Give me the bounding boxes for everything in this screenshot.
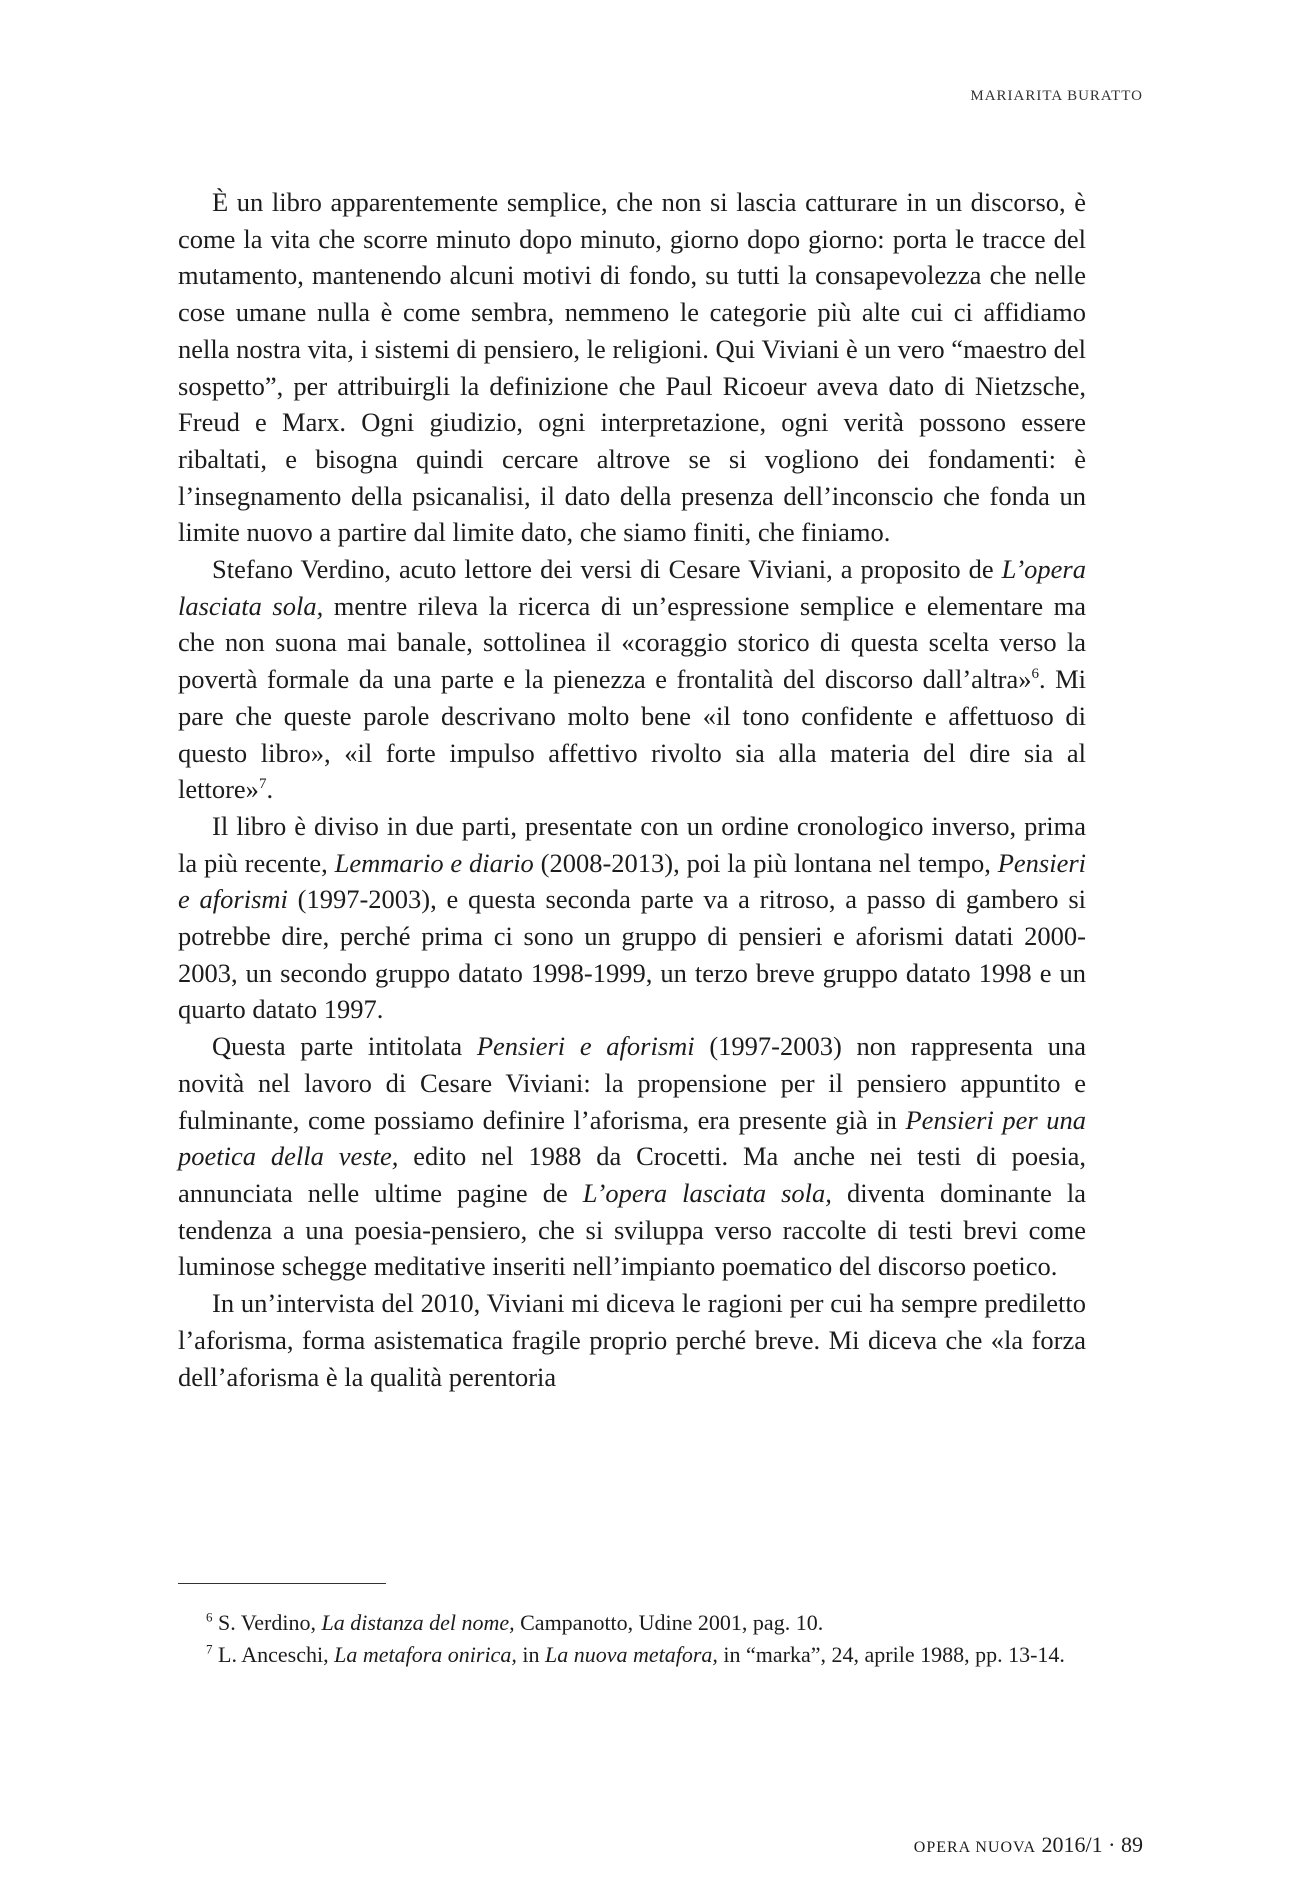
text-run: Stefano Verdino, acuto lettore dei versi di Cesare Viviani, a proposito de — [212, 554, 1002, 585]
text-run: (1997-2003), e questa seconda parte va a ritroso, a passo di gambero si potrebbe dire, perché prima ci sono un gruppo di pensieri e aforismi datati 2000-2003, un secondo gruppo datato 1998-1999, un terzo breve gruppo datato 1998 e un quarto datato 1997. — [178, 884, 1086, 1025]
text-run: S. Verdino, — [218, 1610, 322, 1635]
book-title: La nuova metafora, — [544, 1642, 718, 1667]
paragraph-2 — [178, 551, 1086, 808]
paragraph-5-text: In un’intervista del 2010, Viviani mi diceva le ragioni per cui ha sempre prediletto l’aforisma, forma asistematica fragile proprio perché breve. Mi diceva che «la forza dell’aforisma è la qualità perentoria — [178, 1288, 1086, 1392]
text-run: . Mi pare che queste parole descrivano molto bene «il tono confidente e affettuoso di questo libro», «il forte impulso affettivo rivolto sia alla materia del dire sia al lettore» — [178, 664, 1086, 805]
page-footer — [914, 1832, 1143, 1858]
text-run: Campanotto, Udine 2001, pag. 10. — [514, 1610, 824, 1635]
body-text — [178, 184, 1086, 1395]
footnote-ref-7: 7 — [258, 776, 267, 793]
footnote-6 — [178, 1608, 1086, 1638]
text-run: (2008-2013), poi la più lontana nel tempo, — [533, 847, 998, 878]
page-number: 89 — [1121, 1832, 1143, 1857]
text-run: . — [266, 774, 274, 805]
text-run: L. Anceschi, — [218, 1642, 335, 1667]
book-title: L’opera lasciata sola, — [178, 554, 1086, 621]
book-title: L’opera lasciata sola, — [582, 1177, 832, 1208]
footnote-divider — [178, 1583, 386, 1584]
text-run: in — [516, 1642, 545, 1667]
paragraph-4 — [178, 1028, 1086, 1285]
book-title: Pensieri per una poetica della veste, — [178, 1104, 1087, 1172]
paragraph-1 — [178, 184, 1086, 551]
footnote-number: 6 — [206, 1609, 213, 1625]
text-run: Il libro è diviso in due parti, presentate con un ordine cronologico inverso, prima la più recente, — [178, 810, 1086, 878]
footnote-number: 7 — [206, 1641, 213, 1657]
text-run: Questa parte intitolata — [212, 1031, 477, 1062]
book-title: La distanza del nome, — [321, 1610, 515, 1635]
book-title: Lemmario e diario — [334, 847, 534, 878]
text-run: diventa dominante la tendenza a una poesia-pensiero, che si sviluppa verso raccolte di testi brevi come luminose schegge meditative inseriti nell’impianto poematico del discorso poetico. — [178, 1177, 1086, 1282]
paragraph-5 — [178, 1285, 1086, 1395]
footnote-7 — [178, 1640, 1086, 1670]
text-run: edito nel 1988 da Crocetti. Ma anche nei testi di poesia, annunciata nelle ultime pagine de — [178, 1141, 1086, 1208]
book-title: Pensieri e aforismi — [178, 847, 1087, 915]
running-header-author: MARIARITA BURATTO — [970, 88, 1143, 104]
footnote-ref-6: 6 — [1031, 666, 1039, 683]
text-run: in “marka”, 24, aprile 1988, pp. 13-14. — [717, 1642, 1065, 1667]
footnotes — [178, 1608, 1086, 1672]
footer-separator: · — [1108, 1832, 1116, 1857]
text-run: (1997-2003) non rappresenta una novità nel lavoro di Cesare Viviani: la propensione per il pensiero appuntito e fulminante, come possiamo definire l’aforisma, era presente già in — [178, 1031, 1087, 1135]
journal-name: OPERA NUOVA — [913, 1839, 1037, 1856]
book-title: La metafora onirica, — [334, 1642, 517, 1667]
text-run: mentre rileva la ricerca di un’espressione semplice e elementare ma che non suona mai banale, sottolinea il «coraggio storico di questa scelta verso la povertà formale da una parte e la pienezza e frontalità del discorso dall’altra» — [178, 590, 1086, 695]
paragraph-1-text: È un libro apparentemente semplice, che non si lascia catturare in un discorso, è come la vita che scorre minuto dopo minuto, giorno dopo giorno: porta le tracce del mutamento, mantenendo alcuni motivi di fondo, su tutti la consapevolezza che nelle cose umane nulla è come sembra, nemmeno le categorie più alte cui ci affidiamo nella nostra vita, i sistemi di pensiero, le religioni. Qui Viviani è un vero “maestro del sospetto”, per attribuirgli la definizione che Paul Ricoeur aveva dato di Nietzsche, Freud e Marx. Ogni giudizio, ogni interpretazione, ogni verità possono essere ribaltati, e bisogna quindi cercare altrove se si vogliono dei fondamenti: è l’insegnamento della psicanalisi, il dato della presenza dell’inconscio che fonda un limite nuovo a partire dal limite dato, che siamo finiti, che finiamo. — [178, 187, 1086, 548]
book-title: Pensieri e aforismi — [476, 1031, 695, 1062]
journal-issue: 2016/1 — [1041, 1832, 1103, 1857]
paragraph-3 — [178, 808, 1086, 1028]
